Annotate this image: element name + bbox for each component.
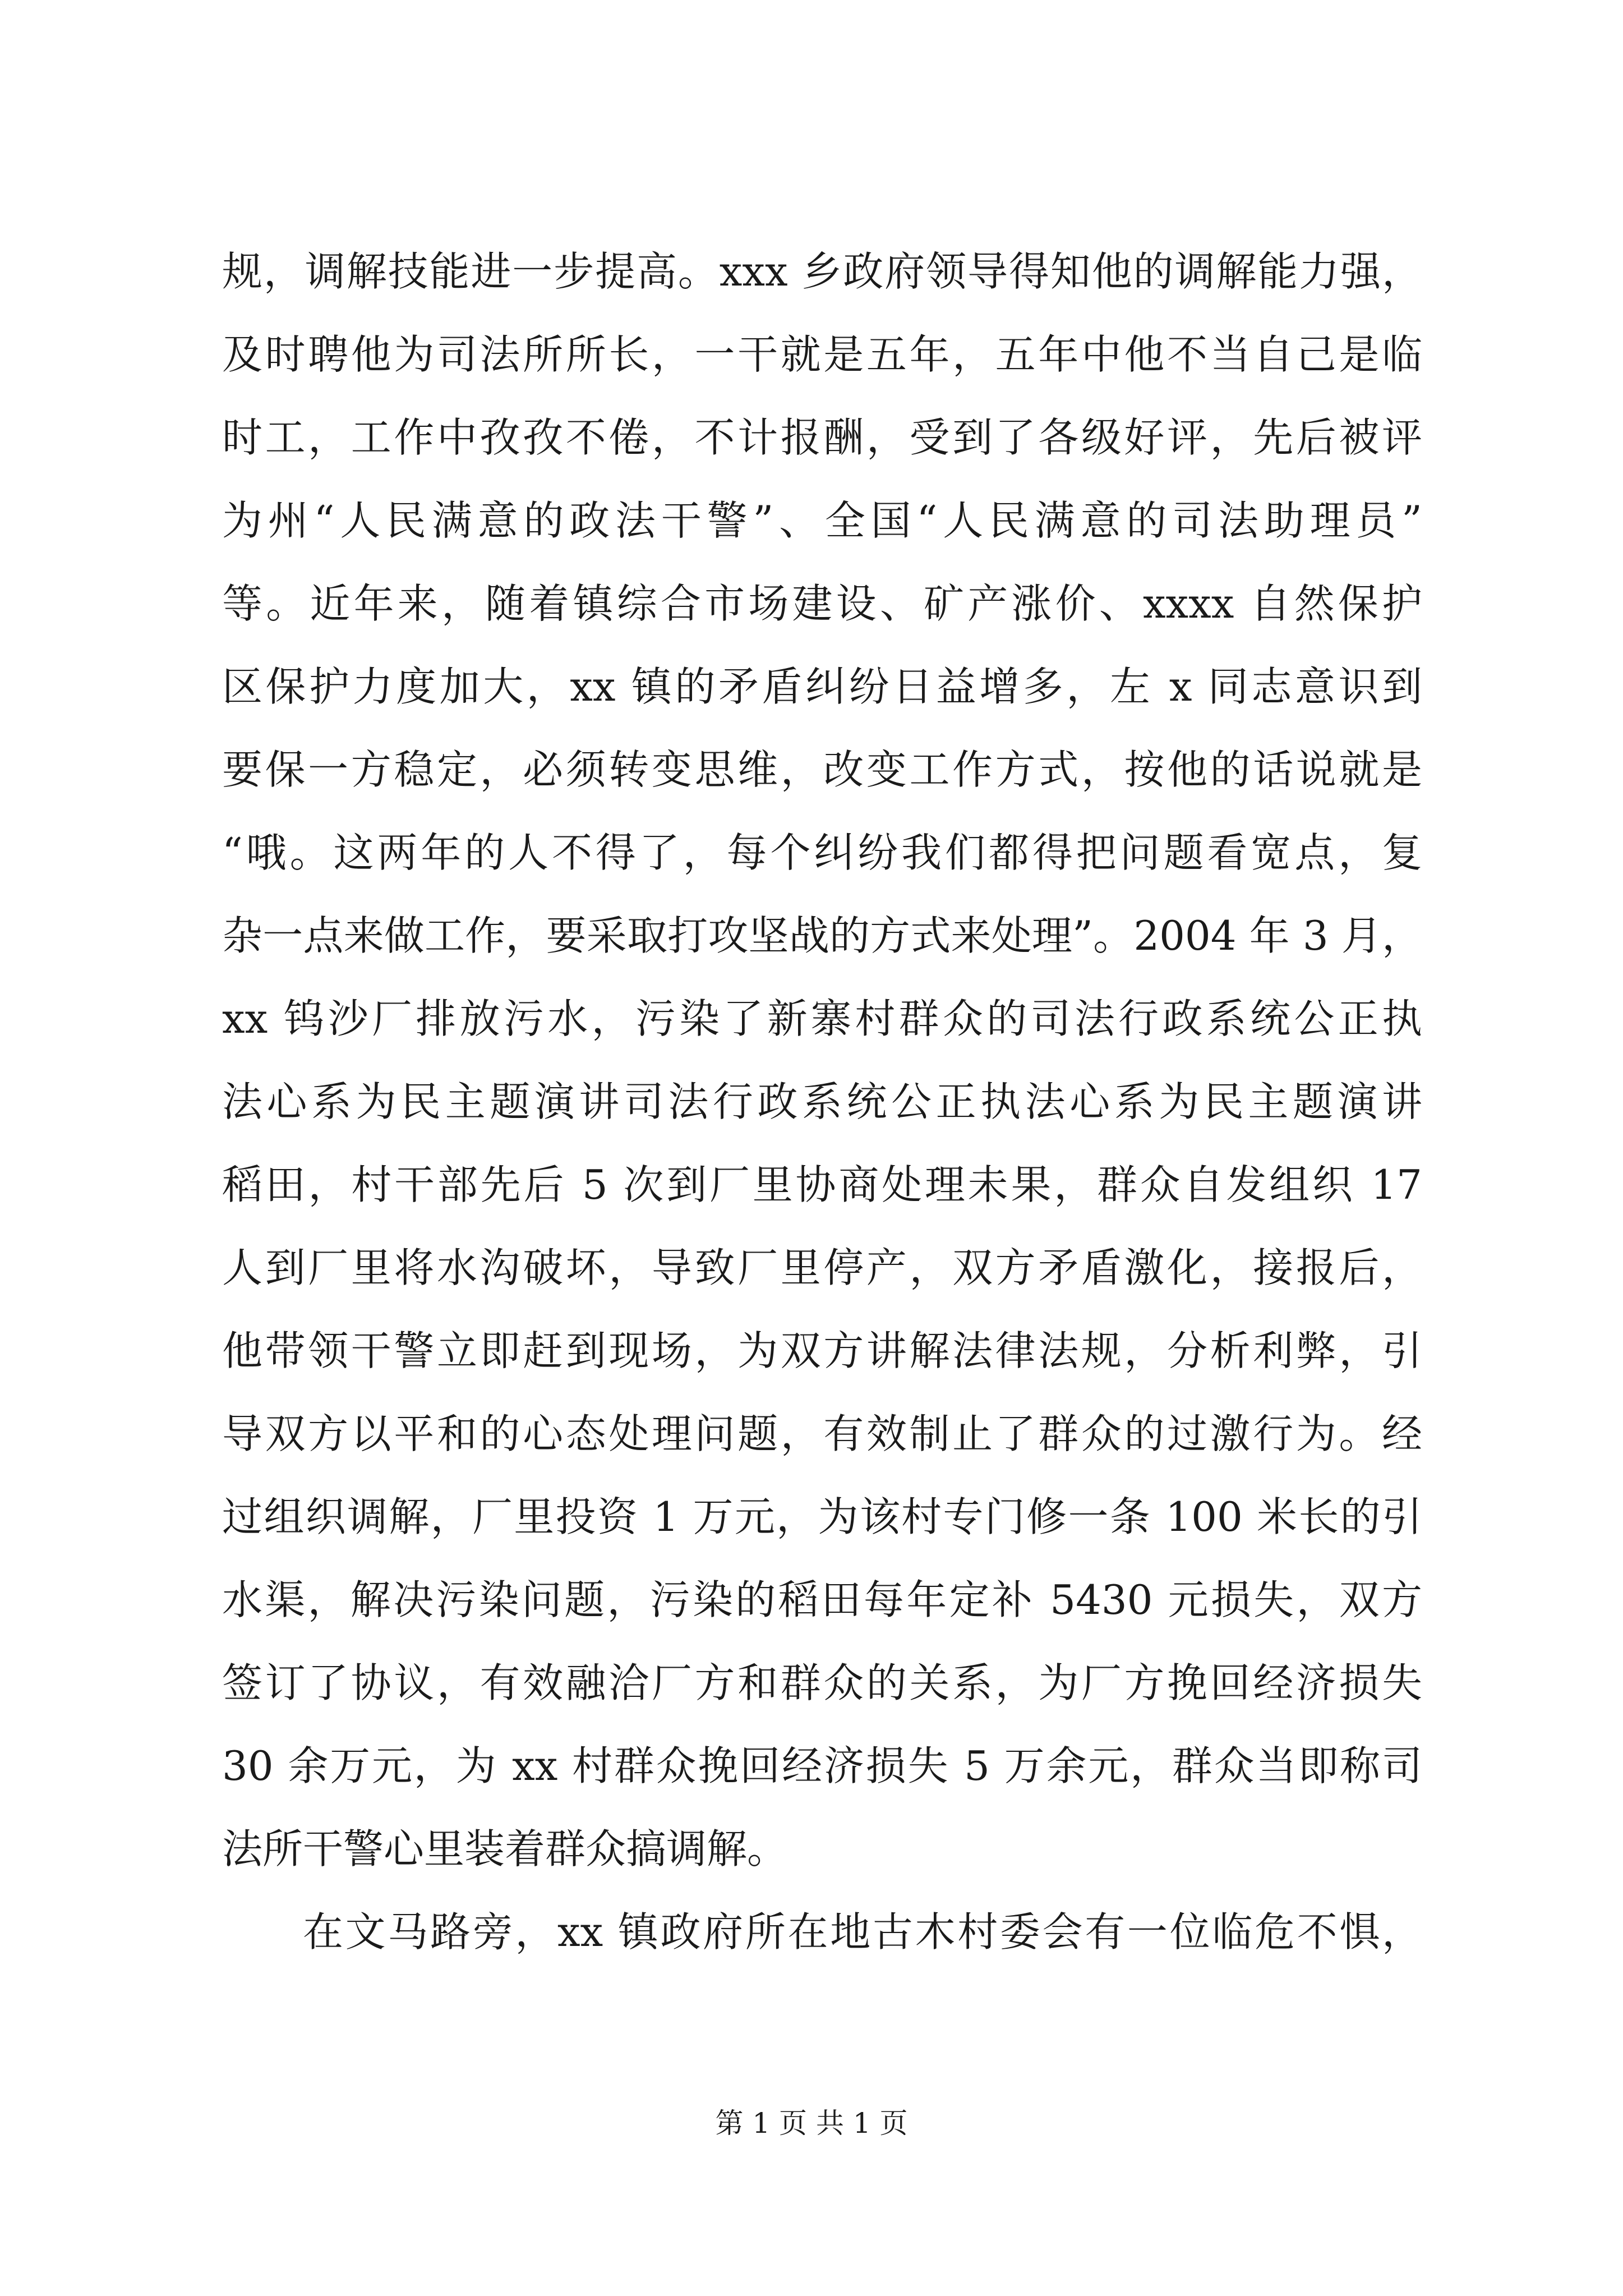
text-line: 导双方以平和的心态处理问题，有效制止了群众的过激行为。经 [222,1410,1422,1457]
text-line: 签订了协议，有效融洽厂方和群众的关系，为厂方挽回经济损失 [222,1659,1422,1706]
text-line: 为州“人民满意的政法干警”、全国“人民满意的司法助理员” [222,497,1422,544]
text-line: 30 余万元，为 xx 村群众挽回经济损失 5 万余元，群众当即称司 [222,1742,1422,1789]
text-line: 稻田，村干部先后 5 次到厂里协商处理未果，群众自发组织 17 [222,1161,1422,1208]
text-line: 等。近年来，随着镇综合市场建设、矿产涨价、xxxx 自然保护 [222,580,1422,627]
text-line-paragraph-end: 法所干警心里装着群众搞调解。 [222,1825,788,1872]
text-line: 法心系为民主题演讲司法行政系统公正执法心系为民主题演讲 [222,1078,1422,1125]
page-footer [0,2106,1623,2140]
text-line: 要保一方稳定，必须转变思维，改变工作方式，按他的话说就是 [222,746,1422,793]
text-line: “哦。这两年的人不得了，每个纠纷我们都得把问题看宽点，复 [222,829,1422,876]
text-line: 及时聘他为司法所所长，一干就是五年，五年中他不当自己是临 [222,331,1422,378]
text-line: 规，调解技能进一步提高。xxx 乡政府领导得知他的调解能力强， [222,248,1422,295]
text-line: 时工，工作中孜孜不倦，不计报酬，受到了各级好评，先后被评 [222,414,1422,461]
text-line: 人到厂里将水沟破坏，导致厂里停产，双方矛盾激化，接报后， [222,1244,1422,1291]
text-line: xx 钨沙厂排放污水，污染了新寨村群众的司法行政系统公正执 [222,995,1422,1042]
text-line: 水渠，解决污染问题，污染的稻田每年定补 5430 元损失，双方 [222,1576,1422,1623]
text-line: 他带领干警立即赶到现场，为双方讲解法律法规，分析利弊，引 [222,1327,1422,1374]
text-line: 过组织调解，厂里投资 1 万元，为该村专门修一条 100 米长的引 [222,1493,1422,1540]
text-line-paragraph-start: 在文马路旁，xx 镇政府所在地古木村委会有一位临危不惧， [303,1908,1422,1955]
text-line: 区保护力度加大，xx 镇的矛盾纠纷日益增多，左 x 同志意识到 [222,663,1422,710]
page-number-label: 第 1 页 共 1 页 [715,2107,908,2139]
text-line: 杂一点来做工作，要采取打攻坚战的方式来处理”。2004 年 3 月， [222,912,1422,959]
